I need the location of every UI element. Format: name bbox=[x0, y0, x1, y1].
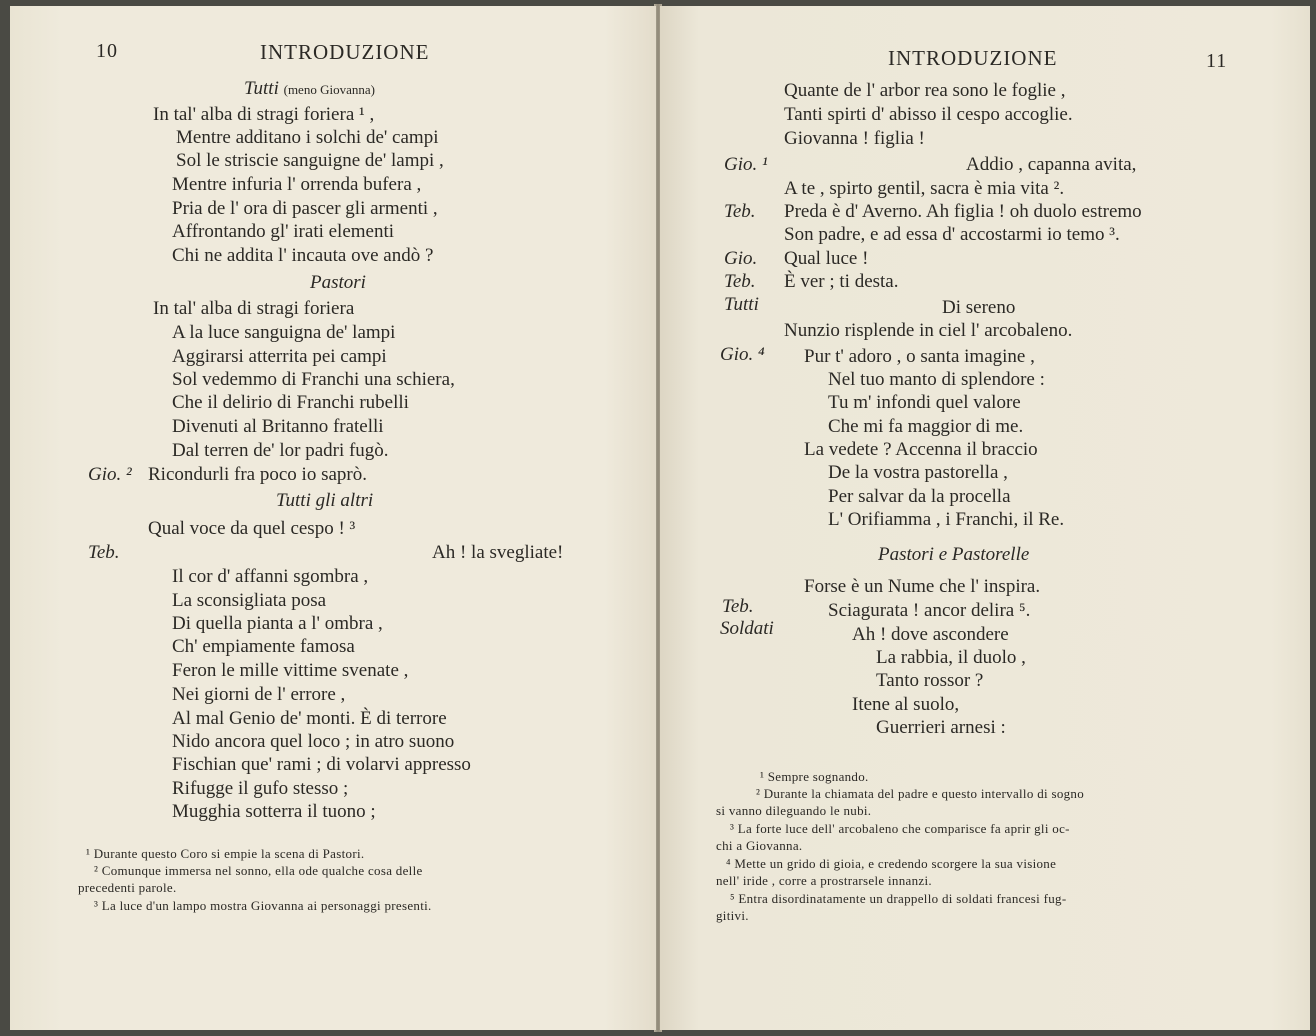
verse-line: Dal terren de' lor padri fugò. bbox=[172, 440, 389, 461]
footnote: si vanno dileguando le nubi. bbox=[716, 803, 872, 818]
speaker-label: Gio. ⁴ bbox=[720, 344, 765, 365]
verse-line: Quante de l' arbor rea sono le foglie , bbox=[784, 80, 1066, 101]
footnote: ³ La luce d'un lampo mostra Giovanna ai personaggi presenti. bbox=[94, 898, 432, 913]
right-page bbox=[660, 6, 1310, 1030]
heading-note: (meno Giovanna) bbox=[283, 82, 375, 97]
footnote: ⁵ Entra disordinatamente un drappello di soldati francesi fug- bbox=[730, 891, 1067, 906]
speaker-label: Gio. bbox=[724, 248, 758, 269]
verse-line: Qual voce da quel cespo ! ³ bbox=[148, 518, 356, 539]
verse-line: Mugghia sotterra il tuono ; bbox=[172, 801, 376, 822]
verse-line: Giovanna ! figlia ! bbox=[784, 128, 925, 149]
verse-line: Sciagurata ! ancor delira ⁵. bbox=[828, 600, 1031, 621]
verse-line: Chi ne addita l' incauta ove andò ? bbox=[172, 245, 434, 266]
verse-line: Forse è un Nume che l' inspira. bbox=[804, 576, 1041, 597]
verse-line: Ah ! dove ascondere bbox=[852, 624, 1009, 645]
verse-line: Nel tuo manto di splendore : bbox=[828, 369, 1045, 390]
verse-line: Tanti spirti d' abisso il cespo accoglie. bbox=[784, 104, 1073, 125]
verse-line: Il cor d' affanni sgombra , bbox=[172, 566, 369, 587]
section-heading bbox=[244, 78, 375, 101]
verse-line: Che il delirio di Franchi rubelli bbox=[172, 392, 409, 413]
verse-line: Ch' empiamente famosa bbox=[172, 636, 355, 657]
verse-line: Che mi fa maggior di me. bbox=[828, 416, 1024, 437]
footnote: precedenti parole. bbox=[78, 880, 177, 895]
verse-line: Itene al suolo, bbox=[852, 694, 960, 715]
verse-line: La rabbia, il duolo , bbox=[876, 647, 1026, 668]
verse-line: È ver ; ti desta. bbox=[784, 271, 899, 292]
verse-line: Al mal Genio de' monti. È di terrore bbox=[172, 708, 447, 729]
footnote: nell' iride , corre a prostrarsele innanzi. bbox=[716, 873, 932, 888]
verse-line: Divenuti al Britanno fratelli bbox=[172, 416, 384, 437]
footnote: chi a Giovanna. bbox=[716, 838, 803, 853]
footnote: ² Durante la chiamata del padre e questo intervallo di sogno bbox=[756, 786, 1085, 801]
section-heading: Tutti gli altri bbox=[276, 490, 374, 511]
verse-line: Di sereno bbox=[942, 297, 1016, 318]
page-number: 11 bbox=[1206, 50, 1228, 72]
verse-line: Mentre infuria l' orrenda bufera , bbox=[172, 174, 422, 195]
verse-line: In tal' alba di stragi foriera bbox=[153, 298, 355, 319]
verse-line: Nido ancora quel loco ; in atro suono bbox=[172, 731, 455, 752]
verse-line: Sol vedemmo di Franchi una schiera, bbox=[172, 369, 455, 390]
verse-line: Son padre, e ad essa d' accostarmi io temo ³. bbox=[784, 224, 1120, 245]
verse-line: La vedete ? Accenna il braccio bbox=[804, 439, 1038, 460]
verse-line: Affrontando gl' irati elementi bbox=[172, 221, 395, 242]
footnote: ¹ Sempre sognando. bbox=[760, 769, 869, 784]
verse-line: Ah ! la svegliate! bbox=[432, 542, 564, 563]
footnote: ² Comunque immersa nel sonno, ella ode qualche cosa delle bbox=[94, 863, 423, 878]
verse-line: Tu m' infondi quel valore bbox=[828, 392, 1021, 413]
verse-line: Mentre additano i solchi de' campi bbox=[176, 127, 439, 148]
verse-line: Ricondurli fra poco io saprò. bbox=[148, 464, 367, 485]
verse-line: La sconsigliata posa bbox=[172, 590, 327, 611]
verse-line: Preda è d' Averno. Ah figlia ! oh duolo estremo bbox=[784, 201, 1142, 222]
speaker-label: Teb. bbox=[724, 271, 756, 292]
section-heading: Pastori e Pastorelle bbox=[878, 544, 1030, 565]
footnote: ³ La forte luce dell' arcobaleno che comparisce fa aprir gli oc- bbox=[730, 821, 1070, 836]
page-number: 10 bbox=[96, 40, 118, 62]
footnote: ¹ Durante questo Coro si empie la scena di Pastori. bbox=[86, 846, 365, 861]
verse-line: A la luce sanguigna de' lampi bbox=[172, 322, 396, 343]
verse-line: Aggirarsi atterrita pei campi bbox=[172, 346, 387, 367]
speaker-label: Teb. bbox=[724, 201, 756, 222]
speaker-label: Tutti bbox=[724, 294, 759, 315]
verse-line: De la vostra pastorella , bbox=[828, 462, 1008, 483]
speaker-label: Soldati bbox=[720, 618, 774, 639]
verse-line: Sol le striscie sanguigne de' lampi , bbox=[176, 150, 444, 171]
speaker-label: Teb. bbox=[88, 542, 120, 563]
verse-line: Guerrieri arnesi : bbox=[876, 717, 1006, 738]
section-heading: Pastori bbox=[310, 272, 366, 293]
verse-line: Nei giorni de l' errore , bbox=[172, 684, 346, 705]
verse-line: Nunzio risplende in ciel l' arcobaleno. bbox=[784, 320, 1073, 341]
footnote: gitivi. bbox=[716, 908, 749, 923]
verse-line: Rifugge il gufo stesso ; bbox=[172, 778, 349, 799]
verse-line: In tal' alba di stragi foriera ¹ , bbox=[153, 104, 375, 125]
left-page bbox=[10, 6, 656, 1030]
running-head: INTRODUZIONE bbox=[260, 40, 430, 64]
speaker-label: Gio. ² bbox=[88, 464, 132, 485]
verse-line: Qual luce ! bbox=[784, 248, 869, 269]
verse-line: Per salvar da la procella bbox=[828, 486, 1011, 507]
verse-line: Pur t' adoro , o santa imagine , bbox=[804, 346, 1035, 367]
verse-line: Pria de l' ora di pascer gli armenti , bbox=[172, 198, 438, 219]
verse-line: A te , spirto gentil, sacra è mia vita ². bbox=[784, 178, 1065, 199]
speaker-label: Teb. bbox=[722, 596, 754, 617]
footnote: ⁴ Mette un grido di gioia, e credendo scorgere la sua visione bbox=[726, 856, 1057, 871]
speaker-label: Gio. ¹ bbox=[724, 154, 768, 175]
verse-line: Tanto rossor ? bbox=[876, 670, 984, 691]
verse-line: Feron le mille vittime svenate , bbox=[172, 660, 409, 681]
verse-line: Fischian que' rami ; di volarvi appresso bbox=[172, 754, 471, 775]
verse-line: L' Orifiamma , i Franchi, il Re. bbox=[828, 509, 1065, 530]
verse-line: Di quella pianta a l' ombra , bbox=[172, 613, 383, 634]
verse-line: Addio , capanna avita, bbox=[966, 154, 1137, 175]
running-head: INTRODUZIONE bbox=[888, 46, 1058, 70]
heading-text: Tutti bbox=[244, 78, 279, 99]
